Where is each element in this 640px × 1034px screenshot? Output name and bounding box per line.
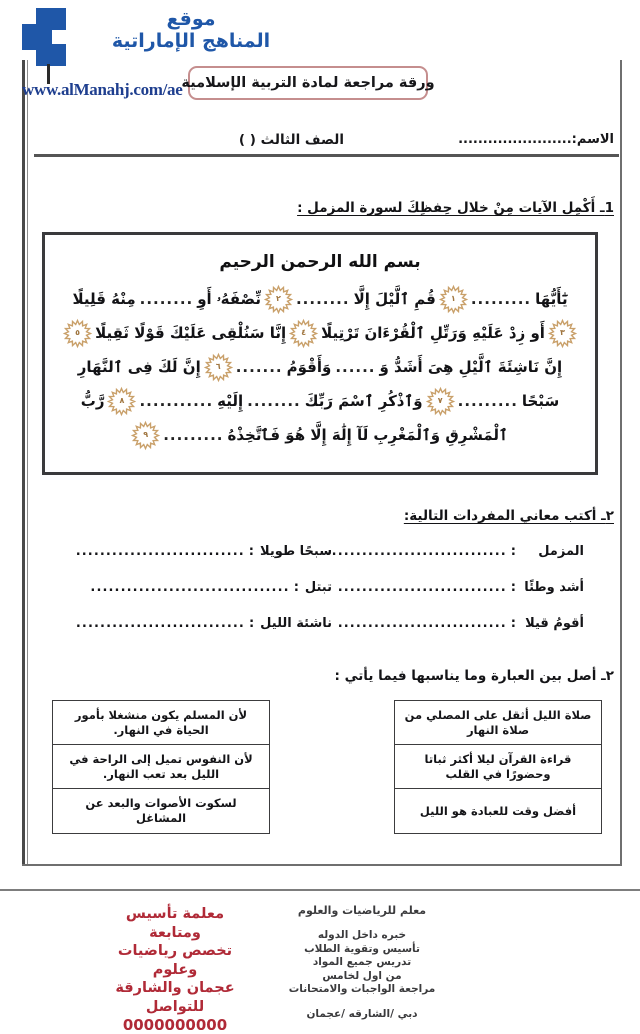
verse-text: مِنْهُ قَلِيلًا — [72, 290, 136, 308]
verse-text: إِنَّ نَاشِئَةَ ٱلَّيْلِ هِىَ أَشَدُّ وَ — [379, 358, 563, 376]
vocabulary-item-right — [325, 544, 602, 559]
vocabulary-answer-blank[interactable]: ............................ — [337, 616, 507, 631]
page-frame-left-rule-thin — [27, 60, 28, 866]
tutor-ad-item: تدريس جميع المواد — [312, 956, 412, 968]
tutor-ad-red-line: معلمة تأسيس — [125, 906, 225, 922]
ayah-number: ٨ — [119, 396, 125, 405]
tutor-ad-location: دبي /الشارقه /عجمان — [306, 1007, 418, 1020]
matching-cell-statement[interactable]: أفضل وقت للعبادة هو الليل — [419, 803, 577, 818]
verse-text: إِنَّا سَنُلْقِى عَلَيْكَ قَوْلًا ثَقِيلًا — [95, 324, 287, 342]
worksheet-title-box — [181, 66, 435, 100]
verse-blank[interactable]: ........ — [295, 290, 350, 308]
vocabulary-item-left — [42, 616, 332, 631]
ayah-number-marker-icon — [205, 354, 232, 381]
tutor-ad-items — [272, 929, 452, 997]
ayah-number-marker-icon — [427, 388, 454, 415]
page-frame-right-rule — [620, 60, 622, 866]
verse-blank[interactable]: ....... — [235, 358, 283, 376]
tutor-ad-item: مراجعة الواجبات والامتحانات — [288, 983, 436, 995]
ayah-number: ٧ — [437, 396, 443, 405]
tutor-ad-item: تأسيس وتقوية الطلاب — [304, 942, 420, 955]
question-3-heading: ٢ـ أصل بين العبارة وما يناسبها فيما يأتي : — [334, 668, 614, 684]
tutor-ad-red-line: تخصص رياضيات — [117, 943, 233, 959]
tutor-ad-red-lines — [100, 905, 250, 1016]
matching-cell-statement[interactable]: صلاة الليل أثقل على المصلي من صلاة النهار — [395, 701, 601, 745]
vocabulary-colon: : — [510, 544, 516, 559]
question-2-heading: ٢ـ أكتب معاني المفردات التالية: — [403, 508, 614, 524]
verse-text: وَأَقْوَمُ — [286, 358, 332, 376]
vocabulary-answer-blank[interactable]: ............................ — [75, 544, 245, 559]
vocabulary-row — [42, 544, 602, 580]
ayah-number: ١ — [450, 294, 456, 303]
page-frame-bottom-rule — [22, 864, 622, 866]
ayah-number: ٢ — [276, 294, 281, 303]
ayah-number-marker-icon — [549, 320, 576, 347]
student-name-field[interactable]: الاسم:....................... — [458, 132, 614, 147]
vocabulary-answer-blank[interactable]: .............................. — [325, 544, 507, 559]
vocabulary-answer-blank[interactable]: ............................ — [75, 616, 245, 631]
ayah-number-marker-icon — [290, 320, 317, 347]
vocabulary-colon: : — [510, 616, 516, 631]
advert-footer — [0, 889, 640, 1034]
verse-blank[interactable]: ........ — [139, 290, 194, 308]
logo-wordmark — [86, 8, 296, 52]
matching-cell-reason[interactable]: لسكوت الأصوات والبعد عن المشاغل — [85, 796, 237, 825]
vocabulary-item-left — [42, 544, 332, 559]
tutor-ad-red-line: للتواصل — [145, 998, 205, 1015]
vocabulary-term: أشد وطئًا — [524, 580, 584, 595]
matching-exercise — [42, 700, 602, 852]
vocabulary-row — [42, 580, 602, 616]
tutor-ad-red — [100, 905, 250, 1034]
verse-text: أَو زِدْ عَلَيْهِ وَرَتِّلِ ٱلْقُرْءَانَ تَرْتِيلًا — [321, 324, 545, 342]
verse-blank[interactable]: ...... — [335, 358, 376, 376]
quran-verses-box — [42, 232, 598, 475]
vocabulary-term: تبتل — [304, 580, 332, 595]
matching-table-left — [52, 700, 270, 834]
verse-blank[interactable]: ........ — [247, 392, 301, 410]
ayah-number: ٥ — [75, 328, 81, 337]
verse-text: إِنَّ لَكَ فِى ٱلنَّهَارِ — [77, 358, 201, 376]
ayah-number-marker-icon — [108, 388, 135, 415]
verse-text: نِّصْفَهُۥ أَوِ — [197, 290, 261, 308]
verse-text: قُمِ ٱلَّيْلَ إِلَّا — [353, 290, 436, 308]
question-1-heading: 1ـ أَكْمِل الآيات مِنْ خلال حِفظِكَ لسورة المزمل : — [297, 200, 614, 216]
vocabulary-item-right — [332, 580, 602, 595]
logo-line-1: موقع — [166, 8, 216, 30]
student-info-row — [34, 132, 614, 154]
verse-line — [57, 384, 583, 418]
ayah-number-marker-icon — [440, 286, 467, 313]
verse-blank[interactable]: ......... — [457, 392, 518, 410]
vocabulary-term: ناشئة الليل — [260, 616, 332, 631]
verse-lines-container — [57, 282, 583, 452]
ayah-number-marker-icon — [132, 422, 159, 449]
matching-cell-reason[interactable]: لأن المسلم يكون منشغلا بأمور الحياة في النهار. — [53, 701, 269, 745]
worksheet-title: ورقة مراجعة لمادة التربية الإسلامية — [181, 75, 435, 91]
verse-text: رَّبُّ — [80, 392, 105, 410]
vocabulary-colon: : — [248, 616, 255, 631]
vocabulary-item-left — [42, 580, 332, 595]
verse-line — [57, 316, 583, 350]
vocabulary-colon: : — [293, 580, 299, 595]
ayah-number: ٦ — [215, 362, 221, 371]
vocabulary-colon: : — [248, 544, 254, 559]
info-row-underline — [34, 154, 619, 157]
verse-text: يَٰٓأَيُّهَا — [535, 290, 568, 308]
tutor-ad-gray — [272, 903, 452, 1021]
tutor-ad-red-line: ومتابعة — [149, 924, 201, 941]
vocabulary-answer-blank[interactable]: ................................. — [90, 580, 290, 595]
matching-table-right — [394, 700, 602, 834]
tutor-ad-phone: 0000000000 — [122, 1016, 228, 1034]
tutor-ad-item: من اول لخامس — [322, 969, 402, 982]
vocabulary-answer-blank[interactable]: ............................ — [337, 580, 507, 595]
logo-line-2: المناهج الإماراتية — [111, 30, 271, 52]
stepped-blocks-logo-icon — [22, 8, 80, 74]
vocabulary-answer-rows — [42, 544, 602, 652]
verse-text: وَٱذْكُرِ ٱسْمَ رَبِّكَ — [304, 392, 423, 410]
verse-line — [57, 350, 583, 384]
verse-blank[interactable]: ......... — [470, 290, 532, 308]
vocabulary-term: المزمل — [538, 544, 584, 559]
ayah-number-marker-icon — [265, 286, 292, 313]
student-class-field[interactable]: الصف الثالث ( ) — [238, 132, 344, 148]
vocabulary-term: سبحًا طويلا — [259, 544, 332, 559]
ayah-number-marker-icon — [64, 320, 91, 347]
verse-text: إِلَيْهِ — [217, 392, 244, 410]
verse-text: سَبْحًا — [521, 392, 560, 410]
ayah-number: ٣ — [559, 328, 565, 337]
tutor-ad-red-line: وعلوم — [152, 961, 198, 978]
verse-blank[interactable]: ......... — [163, 426, 224, 444]
ayah-number: ٤ — [301, 328, 307, 337]
site-url-text[interactable]: www.alManahj.com/ae — [22, 80, 183, 99]
basmala-text: بسم الله الرحمن الرحيم — [219, 252, 421, 272]
verse-line — [57, 418, 583, 452]
verse-blank[interactable]: ........... — [139, 392, 214, 410]
page-frame-left-rule — [22, 60, 25, 866]
tutor-ad-title: معلم للرياضيات والعلوم — [297, 904, 427, 917]
tutor-ad-red-line: عجمان والشارقة — [115, 980, 235, 996]
vocabulary-row — [42, 616, 602, 652]
tutor-ad-item: خبره داخل الدوله — [317, 929, 407, 941]
vocabulary-colon: : — [510, 580, 516, 595]
matching-cell-reason[interactable]: لأن النفوس تميل إلى الراحة في الليل بعد تعب النهار. — [53, 745, 269, 789]
vocabulary-term: أقومُ قيلا — [525, 616, 584, 631]
ayah-number: ٩ — [143, 430, 149, 439]
verse-line — [57, 282, 583, 316]
verse-text: ٱلْمَشْرِقِ وَٱلْمَغْرِبِ لَآ إِلَٰهَ إِلَّا هُوَ فَٱتَّخِذْهُ — [227, 426, 508, 444]
matching-cell-statement[interactable]: قراءة القرآن ليلا أكثر ثباتا وحضورًا في القلب — [395, 745, 601, 789]
vocabulary-item-right — [332, 616, 602, 631]
